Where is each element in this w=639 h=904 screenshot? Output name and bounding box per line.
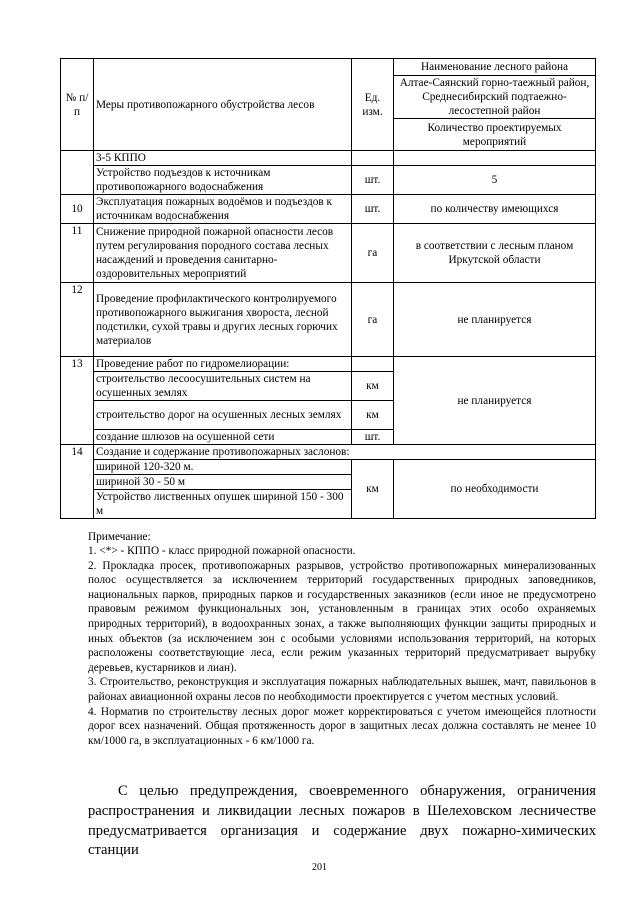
row-unit: га [352,224,394,283]
row-unit: шт. [352,430,394,445]
row-text: Устройство лиственных опушек шириной 150 - 300 м [94,490,352,519]
paragraph-text: С целью предупреждения, своевременного обнаружения, ограничения распространения и ликвидации лесных пожаров в Шелеховском лесничестве предусматривается организация и содержание двух пожарно-химических станции [88,783,596,859]
header-unit: Ед. изм. [352,59,394,151]
row-unit: км [352,372,394,401]
page-number: 201 [312,862,327,873]
empty-cell [352,357,394,372]
row-unit: км [352,401,394,430]
row-title: Создание и содержание противопожарных заслонов: [94,445,596,460]
notes-block [88,544,596,748]
header-count-title: Количество проектируемых мероприятий [394,119,596,151]
table-row [61,445,596,460]
notes-title: Примечание: [88,531,151,543]
row-num: 10 [61,195,94,224]
row-text: создание шлюзов на осушенной сети [94,430,352,445]
header-measures: Меры противопожарного обустройства лесов [94,59,352,151]
note-3: 3. Строительство, реконструкция и эксплуатация пожарных наблюдательных вышек, мачт, павильонов в районах авиационной охраны лесов по необходимости проектируется с учетом местных условий. [88,676,596,703]
note-4: 4. Норматив по строительству лесных дорог может корректироваться с учетом имеющейся плотности дорог всех назначений. Общая протяженность дорог в защитных лесах должна составлять не менее 10 км/1000 га, в эксплуатационных - 6 км/1000 га. [88,705,596,747]
note-2: 2. Прокладка просек, противопожарных разрывов, устройство противопожарных минерализованных полос осуществляется за исключением территорий государственных природных заповедников, национальных парков, природных парков и государственных заказников (если иное не предусмотрено правовым режимом функциональных зон, установленным в границах этих особо охраняемых природных территорий), в водоохранных зонах, а также выполняющих функции защиты природных и иных объектов (за исключением зон с особыми условиями использования территорий, на которых расположены соответствующие леса, если режим указанных территорий предусматривает вырубку деревьев, кустарников и лиан). [88,559,596,674]
row-text: шириной 30 - 50 м [94,475,352,490]
empty-cell [394,151,596,166]
row-text: Устройство подъездов к источникам противопожарного водоснабжения [94,166,352,195]
table-row [61,195,596,224]
table-row [61,166,596,195]
row-value: не планируется [394,283,596,357]
row-text: строительство лесоосушительных систем на осушенных землях [94,372,352,401]
row-value: по количеству имеющихся [394,195,596,224]
header-row [61,59,596,76]
row-num: 12 [61,283,94,357]
row-unit: шт. [352,195,394,224]
table-row [61,460,596,475]
header-region-title: Наименование лесного района [394,59,596,76]
row-value: не планируется [394,357,596,445]
empty-cell [352,151,394,166]
table-row [61,151,596,166]
table-row [61,357,596,372]
fire-prevention-table [60,58,596,519]
header-region-name: Алтае-Саянский горно-таежный район, Среднесибирский подтаежно-лесостепной район [394,76,596,119]
row-unit: шт. [352,166,394,195]
row-value: по необходимости [394,460,596,519]
row-text: строительство дорог на осушенных лесных землях [94,401,352,430]
body-paragraph [88,782,596,861]
kppo-label: 3-5 КППО [94,151,352,166]
row-text: шириной 120-320 м. [94,460,352,475]
row-num: 13 [61,357,94,445]
row-text: Снижение природной пожарной опасности лесов путем регулирования породного состава лесных насаждений и проведения санитарно-оздоровительных мероприятий [94,224,352,283]
row-unit: км [352,460,394,519]
table-row [61,224,596,283]
row-num: 14 [61,445,94,519]
table-row [61,283,596,357]
row-title: Проведение работ по гидромелиорации: [94,357,352,372]
note-1: 1. <*> - КППО - класс природной пожарной опасности. [88,545,356,557]
row-num [61,151,94,195]
header-num: № п/п [61,59,94,151]
row-value: в соответствии с лесным планом Иркутской области [394,224,596,283]
row-value: 5 [394,166,596,195]
row-text: Проведение профилактического контролируемого противопожарного выжигания хвороста, лесной подстилки, сухой травы и других лесных горючих материалов [94,283,352,357]
row-text: Эксплуатация пожарных водоёмов и подъездов к источникам водоснабжения [94,195,352,224]
row-unit: га [352,283,394,357]
row-num: 11 [61,224,94,283]
